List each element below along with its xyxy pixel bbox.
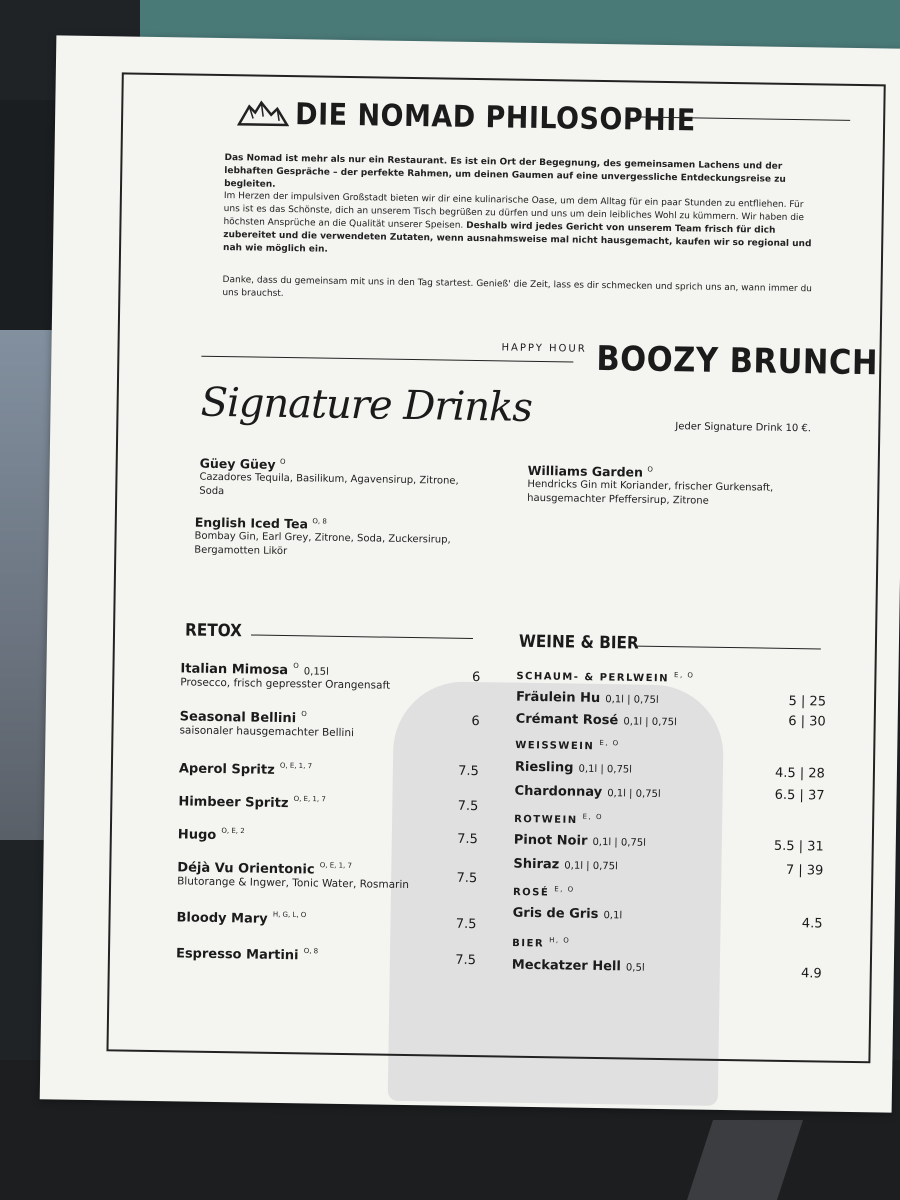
item-name: Crémant Rosé: [515, 712, 619, 729]
menu-item: [178, 823, 478, 861]
philosophy-paragraph-2-bold: Deshalb wird jedes Gericht von unserem Team frisch für dich zubereitet und die verwendeten Zutaten, wenn ausnahmsweise mal nicht hausgemacht, kaufen wir so regional und nah wie möglich ein.: [223, 220, 812, 255]
item-price: 6 | 30: [788, 714, 826, 730]
item-price: 7.5: [456, 870, 478, 887]
signature-drink-item: [527, 463, 818, 511]
item-name: Pinot Noir: [513, 832, 588, 849]
allergen-codes: O, E, 1, 7: [319, 861, 353, 870]
allergen-codes: O, E, 1, 7: [293, 794, 326, 804]
allergen-codes: O, 8: [303, 947, 319, 956]
boozy-brunch-title: BOOZY BRUNCH: [596, 338, 879, 384]
item-name-row: [178, 823, 478, 847]
mountain-logo-icon: [237, 98, 289, 129]
item-volume: 0,1l: [603, 910, 623, 922]
item-name: Chardonnay: [514, 783, 603, 800]
philosophy-paragraph-2-text: Im Herzen der impulsiven Großstadt bieten wir dir eine kulinarische Oase, um dem Alltag für ein paar Stunden zu entfliehen. Für uns ist es das Schönste, dich an unserem Tisch begrüßen zu dürfen und uns um dein leibliches Wohl zu kümmern. Wir haben die höchsten Ansprüche an die Qualität unserer Speisen.: [223, 191, 805, 231]
item-name: Italian Mimosa: [180, 661, 289, 679]
category-name: BIER: [512, 938, 545, 950]
philosophy-title: DIE NOMAD PHILOSOPHIE: [294, 97, 696, 139]
drink-name: English Iced Tea: [194, 514, 309, 532]
menu-item: [177, 856, 478, 911]
item-name: Aperol Spritz: [178, 761, 275, 778]
allergen-codes: E, O: [599, 739, 620, 748]
item-name: Hugo: [177, 827, 217, 843]
menu-sheet: [40, 35, 900, 1112]
menu-item: [179, 757, 479, 795]
retox-title: RETOX: [184, 620, 243, 642]
allergen-codes: H, G, L, O: [272, 910, 307, 920]
drink-description: Soda: [199, 485, 225, 498]
allergen-codes: E, O: [582, 812, 604, 821]
item-name: Shiraz: [513, 856, 560, 873]
allergen-codes: O: [301, 709, 307, 719]
item-name-row: [176, 906, 477, 933]
weine-bier-title: WEINE & BIER: [518, 631, 639, 654]
allergen-codes: O, E, 2: [221, 826, 245, 836]
item-description: Prosecco, frisch gepresster Orangensaft: [180, 676, 391, 692]
drink-name: Güey Güey: [199, 455, 276, 472]
allergen-codes: O: [293, 661, 299, 670]
allergen-codes: O: [279, 457, 286, 466]
item-volume: 0,1l | 0,75l: [607, 787, 661, 800]
item-price: 6: [471, 669, 481, 686]
drink-name: Williams Garden: [527, 462, 644, 480]
wine-item: [513, 853, 823, 890]
item-price: 4.9: [800, 965, 822, 982]
item-price: 5 | 25: [788, 694, 827, 710]
item-price: 6.5 | 37: [774, 787, 825, 804]
menu-item: [180, 657, 481, 710]
philosophy-paragraph-2: [223, 190, 814, 264]
allergen-codes: E, O: [674, 671, 695, 680]
item-description: saisonaler hausgemachter Bellini: [179, 724, 355, 740]
allergen-codes: O, E, 1, 7: [279, 761, 313, 771]
item-name: Bloody Mary: [176, 910, 268, 927]
item-price: 7.5: [455, 952, 477, 969]
item-price: 4.5: [801, 916, 823, 932]
item-name: Gris de Gris: [512, 905, 599, 923]
drink-description: Bombay Gin, Earl Grey, Zitrone, Soda, Zuckersirup,: [194, 530, 451, 546]
item-volume: 0,1l | 0,75l: [564, 860, 618, 873]
item-volume: 0,5l: [625, 962, 645, 974]
allergen-codes: O: [647, 465, 653, 474]
menu-item: [176, 942, 476, 977]
menu-item: [176, 906, 477, 947]
item-name: Riesling: [514, 759, 574, 776]
item-name: Déjà Vu Orientonic: [177, 860, 315, 878]
retox-list: [176, 657, 481, 977]
item-name: Seasonal Bellini: [179, 709, 297, 727]
item-name: Meckatzer Hell: [511, 957, 622, 974]
wine-item: [512, 953, 822, 984]
item-price: 7.5: [458, 763, 480, 780]
item-name-row: [178, 790, 478, 814]
item-name: Himbeer Spritz: [178, 794, 289, 812]
item-price: 7 | 39: [785, 862, 824, 879]
menu-item: [179, 705, 480, 762]
category-name: ROSÉ: [512, 886, 550, 899]
item-volume: 0,1l | 0,75l: [592, 836, 647, 849]
menu-item: [178, 790, 478, 828]
signature-drinks-title: Signature Drinks: [200, 379, 533, 431]
item-price: 5.5 | 31: [773, 838, 824, 855]
signature-drink-item: [194, 515, 485, 563]
item-volume: 0,15l: [303, 666, 329, 678]
category-name: WEISSWEIN: [515, 740, 595, 753]
wine-list: [512, 669, 827, 984]
wine-item: [515, 708, 825, 743]
item-volume: 0,1l | 0,75l: [605, 694, 659, 707]
happy-hour-label: HAPPY HOUR: [501, 342, 587, 355]
wine-item: [512, 902, 822, 941]
item-name-row: [175, 942, 477, 969]
item-volume: 0,1l | 0,75l: [578, 763, 633, 776]
item-description: Blutorange & Ingwer, Tonic Water, Rosmarin: [177, 875, 410, 892]
allergen-codes: E, O: [554, 885, 575, 894]
drink-description: Hendricks Gin mit Koriander, frischer Gurkensaft,: [527, 478, 774, 494]
philosophy-paragraph-3: Danke, dass du gemeinsam mit uns in den Tag startest. Genieß' die Zeit, lass es dir schmecken und sprich uns an, wann immer du uns brauchst.: [222, 275, 812, 299]
item-name: Fräulein Hu: [515, 690, 601, 707]
philosophy-paragraph-1: Das Nomad ist mehr als nur ein Restaurant. Es ist ein Ort der Begegnung, des gemeinsamen Lachens und der lebhaften Gespräche – der perfekte Rahmen, um deinen Gaumen auf eine unvergessliche Entdeckungsreise zu begleiten.: [224, 153, 786, 190]
item-price: 7.5: [457, 798, 479, 815]
item-name-row: [179, 757, 479, 781]
item-volume: 0,1l | 0,75l: [623, 716, 677, 729]
drink-description: Bergamotten Likör: [194, 544, 288, 558]
allergen-codes: O, 8: [312, 517, 327, 526]
wine-item: [514, 779, 824, 816]
signature-price-note: Jeder Signature Drink 10 €.: [675, 421, 812, 435]
item-price: 6: [471, 713, 480, 730]
signature-drink-item: [199, 456, 490, 504]
item-price: 4.5 | 28: [774, 765, 826, 782]
category-name: SCHAUM- & PERLWEIN: [516, 671, 670, 685]
drink-description: hausgemachter Pfeffersirup, Zitrone: [527, 492, 709, 507]
item-price: 7.5: [455, 916, 477, 933]
item-price: 7.5: [457, 831, 478, 848]
category-name: ROTWEIN: [514, 813, 578, 826]
item-name: Espresso Martini: [175, 946, 299, 964]
allergen-codes: H, O: [549, 936, 571, 945]
drink-description: Cazadores Tequila, Basilikum, Agavensirup, Zitrone,: [199, 471, 459, 487]
